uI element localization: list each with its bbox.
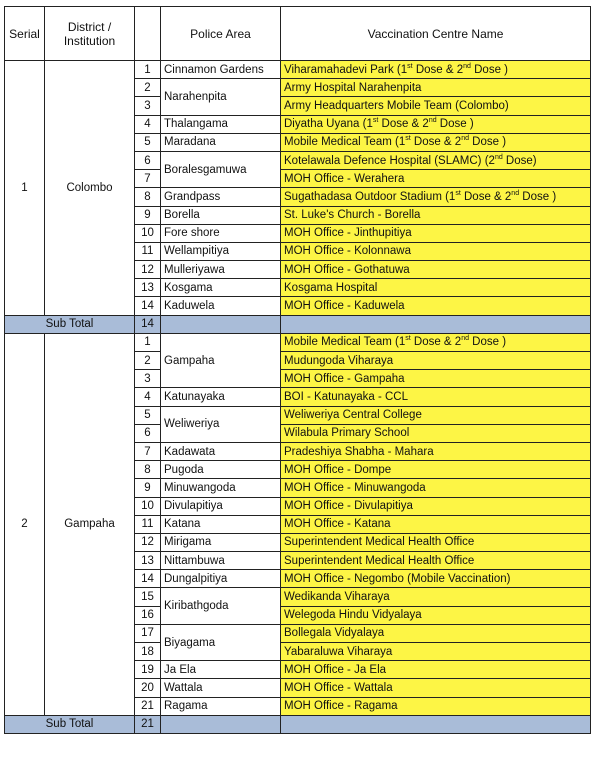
police-area-cell: Grandpass bbox=[161, 188, 281, 206]
police-area-cell: Narahenpita bbox=[161, 79, 281, 115]
vaccination-centre-cell: Army Headquarters Mobile Team (Colombo) bbox=[281, 97, 591, 115]
vaccination-centre-cell: Mobile Medical Team (1st Dose & 2nd Dose ) bbox=[281, 333, 591, 351]
row-number: 4 bbox=[135, 115, 161, 133]
vaccination-centres-table bbox=[4, 6, 591, 734]
police-area-cell: Divulapitiya bbox=[161, 497, 281, 515]
row-number: 5 bbox=[135, 133, 161, 151]
row-number: 11 bbox=[135, 242, 161, 260]
vaccination-centre-cell: MOH Office - Minuwangoda bbox=[281, 479, 591, 497]
row-number: 8 bbox=[135, 188, 161, 206]
vaccination-centre-cell: Diyatha Uyana (1st Dose & 2nd Dose ) bbox=[281, 115, 591, 133]
police-area-cell: Gampaha bbox=[161, 333, 281, 388]
row-number: 7 bbox=[135, 170, 161, 188]
row-number: 6 bbox=[135, 151, 161, 169]
row-number: 12 bbox=[135, 533, 161, 551]
police-area-cell: Borella bbox=[161, 206, 281, 224]
header-number bbox=[135, 7, 161, 61]
row-number: 3 bbox=[135, 370, 161, 388]
vaccination-centre-cell: Mudungoda Viharaya bbox=[281, 352, 591, 370]
row-number: 19 bbox=[135, 661, 161, 679]
police-area-cell: Boralesgamuwa bbox=[161, 151, 281, 187]
row-number: 8 bbox=[135, 461, 161, 479]
vaccination-centre-cell: St. Luke's Church - Borella bbox=[281, 206, 591, 224]
police-area-cell: Ja Ela bbox=[161, 661, 281, 679]
row-number: 2 bbox=[135, 79, 161, 97]
table-row bbox=[5, 61, 591, 79]
subtotal-blank-area bbox=[161, 715, 281, 733]
subtotal-value: 14 bbox=[135, 315, 161, 333]
vaccination-centre-cell: MOH Office - Jinthupitiya bbox=[281, 224, 591, 242]
police-area-cell: Nittambuwa bbox=[161, 552, 281, 570]
police-area-cell: Kadawata bbox=[161, 442, 281, 460]
vaccination-centre-cell: Mobile Medical Team (1st Dose & 2nd Dose ) bbox=[281, 133, 591, 151]
serial-cell: 2 bbox=[5, 333, 45, 715]
subtotal-label: Sub Total bbox=[5, 315, 135, 333]
subtotal-blank-centre bbox=[281, 715, 591, 733]
table-row bbox=[5, 333, 591, 351]
row-number: 13 bbox=[135, 552, 161, 570]
police-area-cell: Ragama bbox=[161, 697, 281, 715]
row-number: 18 bbox=[135, 643, 161, 661]
vaccination-centre-cell: Kosgama Hospital bbox=[281, 279, 591, 297]
row-number: 1 bbox=[135, 61, 161, 79]
police-area-cell: Fore shore bbox=[161, 224, 281, 242]
vaccination-centre-cell: Wilabula Primary School bbox=[281, 424, 591, 442]
police-area-cell: Pugoda bbox=[161, 461, 281, 479]
police-area-cell: Kiribathgoda bbox=[161, 588, 281, 624]
vaccination-centre-cell: Army Hospital Narahenpita bbox=[281, 79, 591, 97]
district-cell: Colombo bbox=[45, 61, 135, 316]
police-area-cell: Wattala bbox=[161, 679, 281, 697]
police-area-cell: Biyagama bbox=[161, 624, 281, 660]
row-number: 14 bbox=[135, 297, 161, 315]
vaccination-centre-cell: MOH Office - Gampaha bbox=[281, 370, 591, 388]
row-number: 16 bbox=[135, 606, 161, 624]
vaccination-centre-cell: Pradeshiya Shabha - Mahara bbox=[281, 442, 591, 460]
row-number: 10 bbox=[135, 497, 161, 515]
police-area-cell: Katana bbox=[161, 515, 281, 533]
vaccination-centre-cell: Bollegala Vidyalaya bbox=[281, 624, 591, 642]
row-number: 5 bbox=[135, 406, 161, 424]
vaccination-centre-cell: BOI - Katunayaka - CCL bbox=[281, 388, 591, 406]
police-area-cell: Dungalpitiya bbox=[161, 570, 281, 588]
header-serial: Serial bbox=[5, 7, 45, 61]
row-number: 7 bbox=[135, 442, 161, 460]
row-number: 11 bbox=[135, 515, 161, 533]
vaccination-centre-cell: Sugathadasa Outdoor Stadium (1st Dose & 2nd Dose ) bbox=[281, 188, 591, 206]
row-number: 15 bbox=[135, 588, 161, 606]
police-area-cell: Mulleriyawa bbox=[161, 261, 281, 279]
row-number: 12 bbox=[135, 261, 161, 279]
row-number: 9 bbox=[135, 206, 161, 224]
district-cell: Gampaha bbox=[45, 333, 135, 715]
subtotal-row bbox=[5, 315, 591, 333]
row-number: 21 bbox=[135, 697, 161, 715]
row-number: 13 bbox=[135, 279, 161, 297]
police-area-cell: Katunayaka bbox=[161, 388, 281, 406]
vaccination-centre-cell: MOH Office - Werahera bbox=[281, 170, 591, 188]
row-number: 17 bbox=[135, 624, 161, 642]
vaccination-centre-cell: Wedikanda Viharaya bbox=[281, 588, 591, 606]
row-number: 14 bbox=[135, 570, 161, 588]
serial-cell: 1 bbox=[5, 61, 45, 316]
vaccination-centre-cell: MOH Office - Ragama bbox=[281, 697, 591, 715]
subtotal-label: Sub Total bbox=[5, 715, 135, 733]
vaccination-centre-cell: MOH Office - Katana bbox=[281, 515, 591, 533]
vaccination-centre-cell: MOH Office - Negombo (Mobile Vaccination) bbox=[281, 570, 591, 588]
vaccination-centre-cell: Welegoda Hindu Vidyalaya bbox=[281, 606, 591, 624]
vaccination-centre-cell: Superintendent Medical Health Office bbox=[281, 552, 591, 570]
police-area-cell: Weliweriya bbox=[161, 406, 281, 442]
vaccination-centre-cell: Viharamahadevi Park (1st Dose & 2nd Dose ) bbox=[281, 61, 591, 79]
police-area-cell: Maradana bbox=[161, 133, 281, 151]
vaccination-centre-cell: Kotelawala Defence Hospital (SLAMC) (2nd Dose) bbox=[281, 151, 591, 169]
vaccination-centre-cell: MOH Office - Dompe bbox=[281, 461, 591, 479]
police-area-cell: Kaduwela bbox=[161, 297, 281, 315]
police-area-cell: Cinnamon Gardens bbox=[161, 61, 281, 79]
vaccination-centre-cell: MOH Office - Divulapitiya bbox=[281, 497, 591, 515]
subtotal-value: 21 bbox=[135, 715, 161, 733]
header-row bbox=[5, 7, 591, 61]
subtotal-blank-area bbox=[161, 315, 281, 333]
vaccination-centre-cell: Superintendent Medical Health Office bbox=[281, 533, 591, 551]
vaccination-centre-cell: MOH Office - Kaduwela bbox=[281, 297, 591, 315]
vaccination-centre-cell: MOH Office - Ja Ela bbox=[281, 661, 591, 679]
row-number: 20 bbox=[135, 679, 161, 697]
subtotal-row bbox=[5, 715, 591, 733]
header-centre: Vaccination Centre Name bbox=[281, 7, 591, 61]
police-area-cell: Wellampitiya bbox=[161, 242, 281, 260]
vaccination-centre-cell: MOH Office - Wattala bbox=[281, 679, 591, 697]
police-area-cell: Kosgama bbox=[161, 279, 281, 297]
vaccination-centre-cell: MOH Office - Gothatuwa bbox=[281, 261, 591, 279]
row-number: 2 bbox=[135, 352, 161, 370]
row-number: 3 bbox=[135, 97, 161, 115]
vaccination-centre-cell: Yabaraluwa Viharaya bbox=[281, 643, 591, 661]
row-number: 4 bbox=[135, 388, 161, 406]
row-number: 10 bbox=[135, 224, 161, 242]
police-area-cell: Mirigama bbox=[161, 533, 281, 551]
row-number: 1 bbox=[135, 333, 161, 351]
police-area-cell: Thalangama bbox=[161, 115, 281, 133]
police-area-cell: Minuwangoda bbox=[161, 479, 281, 497]
vaccination-centre-cell: Weliweriya Central College bbox=[281, 406, 591, 424]
subtotal-blank-centre bbox=[281, 315, 591, 333]
header-district: District / Institution bbox=[45, 7, 135, 61]
vaccination-centre-cell: MOH Office - Kolonnawa bbox=[281, 242, 591, 260]
header-police-area: Police Area bbox=[161, 7, 281, 61]
row-number: 9 bbox=[135, 479, 161, 497]
row-number: 6 bbox=[135, 424, 161, 442]
